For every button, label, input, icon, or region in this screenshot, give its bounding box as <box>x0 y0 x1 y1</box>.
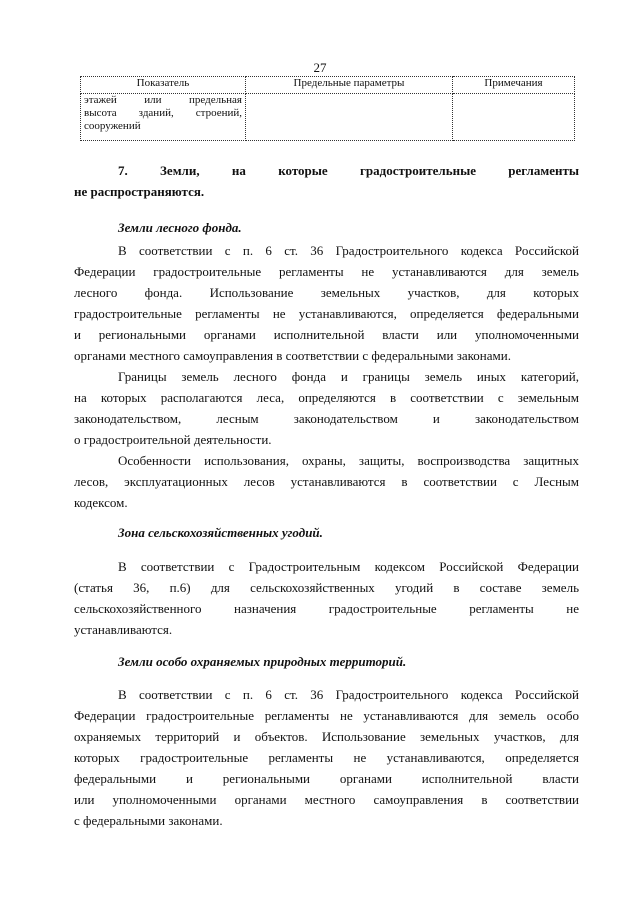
cell-indicator <box>81 94 246 141</box>
forest-paragraph-3 <box>74 450 579 513</box>
cell-line: высота зданий, строений, <box>84 107 242 119</box>
cell-line: сооружений <box>84 120 141 132</box>
text-line: (статья 36, п.6) для сельскохозяйственных угодий в составе земель <box>74 580 579 595</box>
agri-heading: Зона сельскохозяйственных угодий. <box>118 525 323 540</box>
heading-line: не распространяются. <box>74 184 205 199</box>
text-line: лесов, эксплуатационных лесов устанавливаются в соответствии с Лесным <box>74 474 579 489</box>
table-header-row <box>81 77 575 94</box>
text-line: о градостроительной деятельности. <box>74 432 272 447</box>
agri-paragraph-1 <box>74 556 579 640</box>
page-number: 27 <box>313 60 327 75</box>
text-line: и региональными органами исполнительной власти или уполномоченными <box>74 327 579 342</box>
text-line: В соответствии с п. 6 ст. 36 Градостроительного кодекса Российской <box>118 687 579 702</box>
text-line: которых градостроительные регламенты не устанавливаются, определяется <box>74 750 579 765</box>
text-line: Федерации градостроительные регламенты не устанавливаются для земель <box>74 264 579 279</box>
cell-line: этажей или предельная <box>84 94 242 106</box>
text-line: законодательством, лесным законодательством и законодательством <box>74 411 579 426</box>
text-line: федеральными и региональными органами исполнительной власти <box>74 771 579 786</box>
text-line: лесного фонда. Использование земельных участков, для которых <box>74 285 579 300</box>
protected-paragraph-1 <box>74 684 579 831</box>
header-limits: Предельные параметры <box>246 77 453 94</box>
text-line: кодексом. <box>74 495 128 510</box>
text-line: на которых располагаются леса, определяются в соответствии с земельным <box>74 390 579 405</box>
table-row <box>81 94 575 141</box>
forest-paragraph-2 <box>74 366 579 450</box>
forest-heading: Земли лесного фонда. <box>118 220 242 235</box>
protected-heading: Земли особо охраняемых природных территорий. <box>118 654 407 669</box>
text-line: В соответствии с п. 6 ст. 36 Градостроительного кодекса Российской <box>118 243 579 258</box>
text-line: Границы земель лесного фонда и границы земель иных категорий, <box>118 369 579 384</box>
cell-limits <box>246 94 453 141</box>
text-line: Федерации градостроительные регламенты не устанавливаются для земель особо <box>74 708 579 723</box>
forest-paragraph-1 <box>74 240 579 366</box>
text-line: с федеральными законами. <box>74 813 223 828</box>
parameters-table <box>80 76 575 141</box>
section-7-heading <box>74 160 579 202</box>
header-indicator: Показатель <box>81 77 246 94</box>
text-line: сельскохозяйственного назначения градостроительные регламенты не <box>74 601 579 616</box>
cell-notes <box>453 94 575 141</box>
text-line: органами местного самоуправления в соответствии с федеральными законами. <box>74 348 511 363</box>
text-line: градостроительные регламенты не устанавливаются, определяется федеральными <box>74 306 579 321</box>
text-line: Особенности использования, охраны, защиты, воспроизводства защитных <box>118 453 579 468</box>
header-notes: Примечания <box>453 77 575 94</box>
text-line: устанавливаются. <box>74 622 173 637</box>
text-line: или уполномоченными органами местного самоуправления в соответствии <box>74 792 579 807</box>
heading-line: 7. Земли, на которые градостроительные регламенты <box>118 163 579 178</box>
text-line: охраняемых территорий и объектов. Использование земельных участков, для <box>74 729 579 744</box>
text-line: В соответствии с Градостроительным кодексом Российской Федерации <box>118 559 579 574</box>
